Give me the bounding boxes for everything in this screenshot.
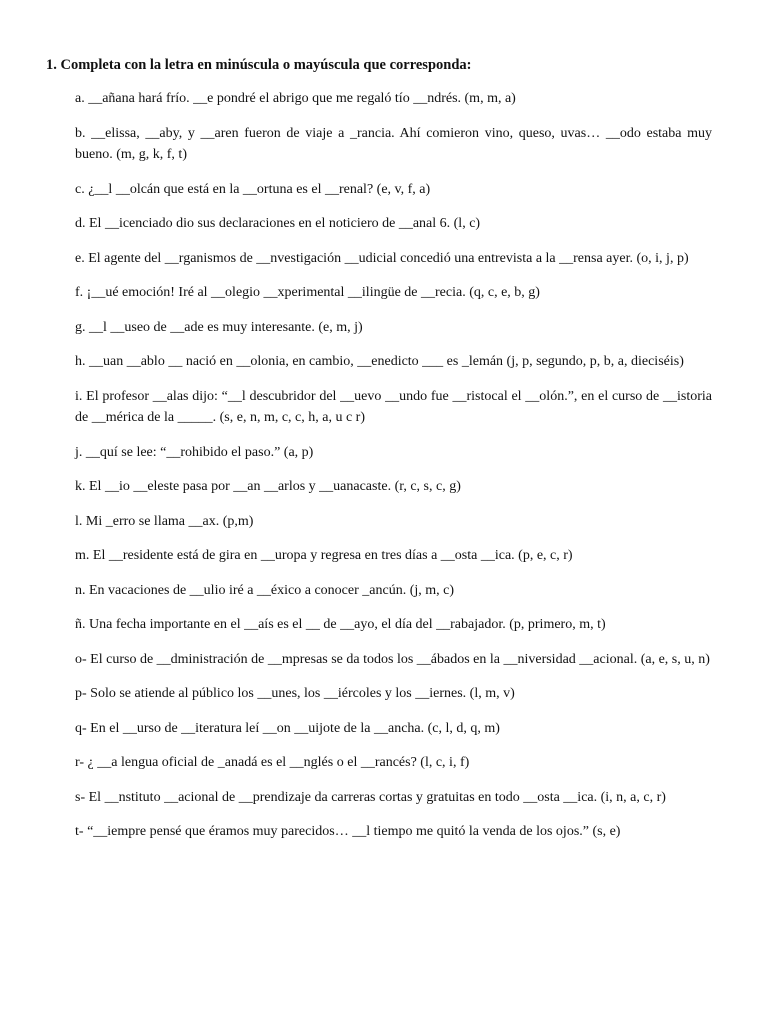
exercise-item [75,580,712,602]
exercise-item [75,282,712,304]
exercise-item [75,649,712,671]
item-text: Mi _erro se llama __ax. (p,m) [85,513,254,529]
item-label: q- [75,720,91,736]
item-label: s- [75,789,89,805]
item-text: El __io __eleste pasa por __an __arlos y __uanacaste. (r, c, s, c, g) [89,479,461,494]
exercise-items [46,88,712,843]
item-label: p- [75,686,91,701]
item-label: c. [75,181,89,197]
item-label: o- [75,651,91,667]
item-label: h. [75,354,89,369]
exercise-item [75,718,712,740]
item-text: __añana hará frío. __e pondré el abrigo que me regaló tío __ndrés. (m, m, a) [88,91,516,106]
item-text: “__iempre pensé que éramos muy parecidos… __l tiempo me quitó la venda de los ojos.” (s, e) [87,824,621,839]
item-text: __quí se lee: “__rohibido el paso.” (a, p) [85,444,314,460]
item-text: ¡__ué emoción! Iré al __olegio __xperimental __ilingüe de __recia. (q, c, e, b, g) [86,285,540,300]
exercise-item [75,123,712,166]
item-text: ¿__l __olcán que está en la __ortuna es el __renal? (e, v, f, a) [88,181,431,197]
exercise-item [75,317,712,339]
exercise-item [75,179,712,201]
item-label: ñ. [75,617,89,632]
exercise-item [75,752,712,774]
item-text: __elissa, __aby, y __aren fueron de viaje a _rancia. Ahí comieron vino, queso, uvas… __odo estaba muy bueno. (m, g, k, f, t) [75,125,713,162]
item-text: El __icenciado dio sus declaraciones en el noticiero de __anal 6. (l, c) [89,216,481,231]
exercise-item [75,614,712,636]
exercise-item [75,683,712,705]
item-label: b. [75,125,92,141]
item-label: l. [75,513,86,529]
item-label: d. [75,216,89,231]
exercise-item [75,511,712,533]
item-text: En vacaciones de __ulio iré a __éxico a conocer _ancún. (j, m, c) [89,582,455,598]
exercise-item [75,248,712,270]
exercise-item [75,351,712,373]
item-label: i. [75,388,87,404]
item-text: Una fecha importante en el __aís es el __ de __ayo, el día del __rabajador. (p, primero, m, t) [89,617,606,632]
item-text: ¿ __a lengua oficial de _anadá es el __nglés o el __rancés? (l, c, i, f) [87,755,470,770]
exercise-item [75,213,712,235]
exercise-item [75,787,712,809]
item-text: El curso de __dministración de __mpresas se da todos los __ábados en la __niversidad __acional. (a, e, s, u, n) [90,651,710,667]
item-text: El __residente está de gira en __uropa y regresa en tres días a __osta __ica. (p, e, c, r) [92,548,573,563]
item-text: __l __useo de __ade es muy interesante. (e, m, j) [89,319,363,335]
item-label: m. [75,548,93,563]
exercise-item [75,386,712,429]
item-label: j. [75,444,86,460]
item-label: a. [75,91,89,106]
item-text: El profesor __alas dijo: “__l descubridor del __uevo __undo fue __ristocal el __olón.”, en el curso de __istoria de __mérica de la _____. (s, e, n, m, c, c, h, a, u c r) [75,388,712,425]
item-label: f. [75,285,87,300]
item-text: El agente del __rganismos de __nvestigación __udicial concedió una entrevista a la __rensa ayer. (o, i, j, p) [88,250,689,266]
item-label: g. [75,319,89,335]
exercise-item [75,821,712,843]
item-label: e. [75,250,89,266]
item-label: t- [75,824,88,839]
exercise-item [75,476,712,498]
item-text: __uan __ablo __ nació en __olonia, en cambio, __enedicto ___ es _lemán (j, p, segundo, p, b, a, dieciséis) [89,354,684,369]
item-text: Solo se atiende al público los __unes, los __iércoles y los __iernes. (l, m, v) [90,686,515,701]
item-label: n. [75,582,89,598]
exercise-item [75,545,712,567]
item-text: El __nstituto __acional de __prendizaje da carreras cortas y gratuitas en todo __osta __ica. (i, n, a, c, r) [88,789,666,805]
exercise-heading: 1. Completa con la letra en minúscula o mayúscula que corresponda: [46,57,472,73]
exercise-item [75,442,712,464]
item-label: k. [75,479,89,494]
item-label: r- [75,755,85,770]
exercise-item [75,88,712,110]
item-text: En el __urso de __iteratura leí __on __uijote de la __ancha. (c, l, d, q, m) [90,720,500,736]
